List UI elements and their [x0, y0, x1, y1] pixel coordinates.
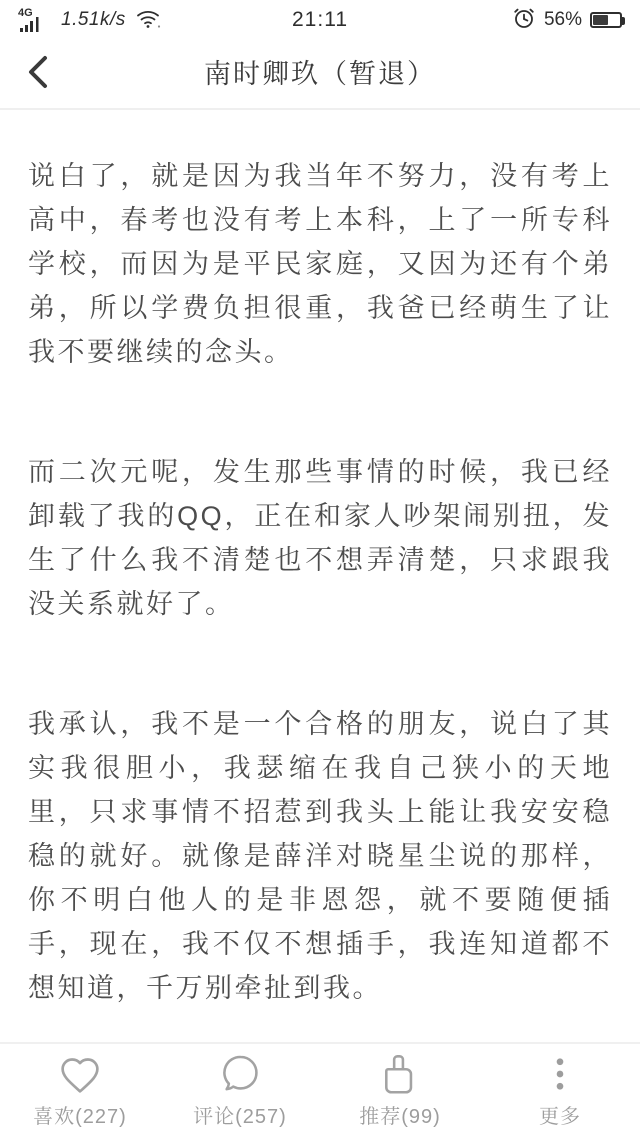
paragraph-1: 说白了，就是因为我当年不努力，没有考上高中，春考也没有考上本科，上了一所专科学校，而因为是平民家庭，又因为还有个弟弟，所以学费负担很重，我爸已经萌生了让我不要继续的念头。: [28, 161, 612, 367]
post-content: [0, 110, 640, 1042]
more-label: 更多: [539, 1106, 581, 1128]
status-bar: [0, 0, 640, 40]
thumbs-up-icon: [378, 1053, 422, 1095]
more-dots-icon: [539, 1053, 581, 1095]
page-title: 南时卿玖（暂退）: [204, 59, 436, 89]
comment-label: 评论(257): [193, 1106, 287, 1128]
battery-percent-label: 56%: [543, 9, 582, 30]
heart-icon: [57, 1053, 103, 1095]
recommend-button[interactable]: [320, 1044, 480, 1138]
network-speed-label: 1.51k/s: [61, 9, 126, 30]
battery-fill: [593, 15, 608, 25]
cellular-signal-icon: [18, 7, 52, 33]
chevron-left-icon: [25, 54, 51, 95]
like-label: 喜欢(227): [33, 1106, 127, 1128]
status-time: 21:11: [292, 8, 348, 31]
alarm-clock-icon: [512, 6, 536, 35]
like-button[interactable]: [0, 1044, 160, 1138]
back-button[interactable]: [18, 54, 58, 94]
comment-bubble-icon: [218, 1053, 262, 1095]
paragraph-3: 我承认，我不是一个合格的朋友，说白了其实我很胆小，我瑟缩在我自己狭小的天地里，只求事情不招惹到我头上能让我安安稳稳的就好。就像是薛洋对晓星尘说的那样，你不明白他人的是非恩怨，就不要随便插手，现在，我不仅不想插手，我连知道都不想知道，千万别牵扯到我。: [28, 709, 612, 1003]
paragraph-2: 而二次元呢，发生那些事情的时候，我已经卸载了我的QQ，正在和家人吵架闹别扭，发生了什么我不清楚也不想弄清楚，只求跟我没关系就好了。: [28, 457, 612, 619]
comment-button[interactable]: [160, 1044, 320, 1138]
more-button[interactable]: [480, 1044, 640, 1138]
battery-icon: [590, 12, 622, 28]
header: [0, 40, 640, 108]
recommend-label: 推荐(99): [359, 1106, 441, 1128]
wifi-icon: [135, 6, 163, 35]
action-bar: [0, 1042, 640, 1138]
network-type-label: 4G: [18, 7, 33, 19]
